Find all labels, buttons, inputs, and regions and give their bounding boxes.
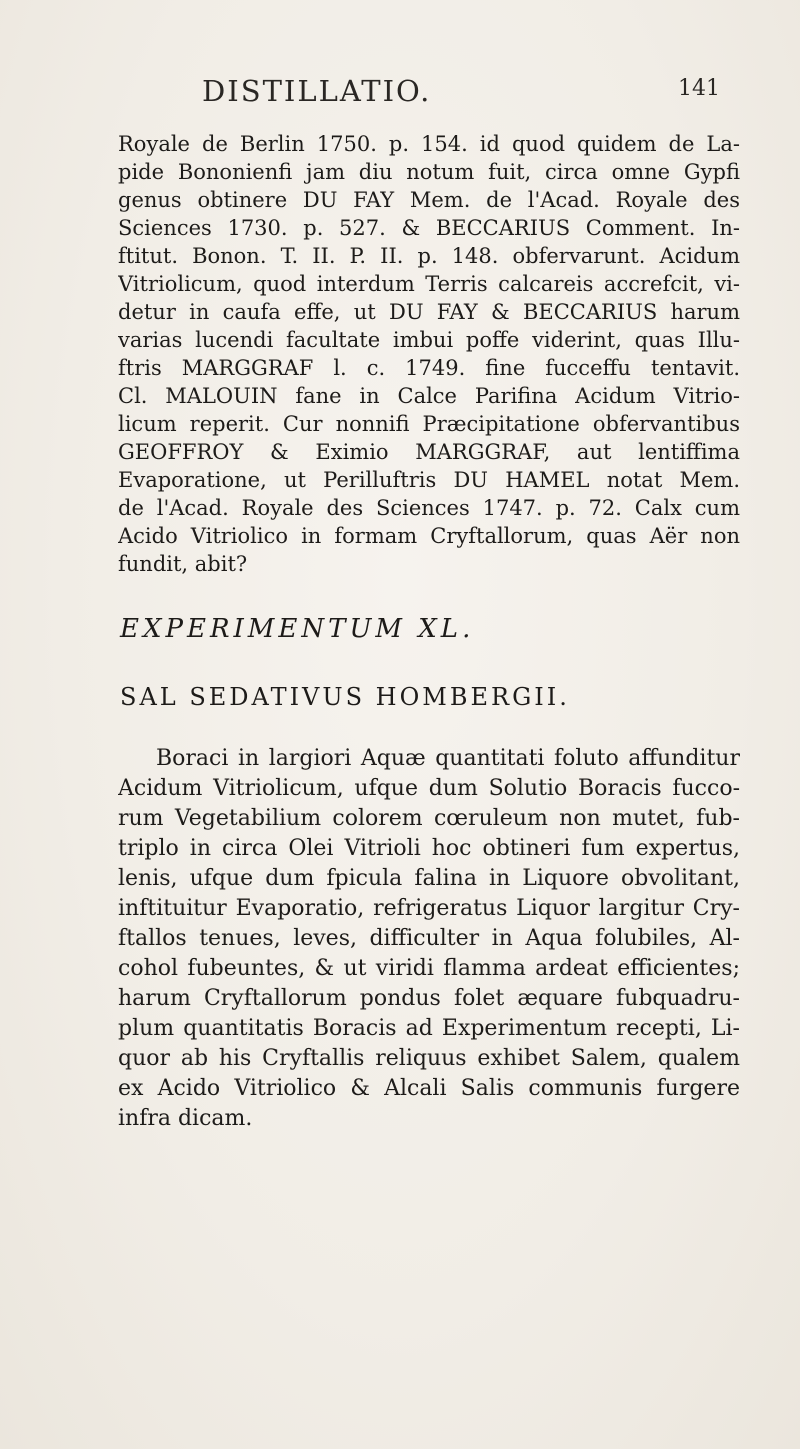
text-line: detur in caufa effe, ut DU FAY & BECCARIUS harum xyxy=(118,300,740,324)
paragraph-1 xyxy=(118,130,740,578)
text-line: triplo in circa Olei Vitrioli hoc obtineri fum expertus, xyxy=(118,836,740,861)
text-line: quor ab his Cryftallis reliquus exhibet Salem, qualem xyxy=(118,1046,740,1071)
text-line: harum Cryftallorum pondus folet æquare fubquadru- xyxy=(118,986,740,1011)
text-line: ftitut. Bonon. T. II. P. II. p. 148. obfervarunt. Acidum xyxy=(118,244,740,268)
text-line: cohol fubeuntes, & ut viridi flamma ardeat efficientes; xyxy=(118,956,740,981)
text-line: Acidum Vitriolicum, ufque dum Solutio Boracis fucco- xyxy=(118,776,740,801)
section-title: SAL SEDATIVUS HOMBERGII. xyxy=(120,683,570,711)
page-body xyxy=(118,130,740,1134)
text-line: genus obtinere DU FAY Mem. de l'Acad. Royale des xyxy=(118,188,740,212)
page-header xyxy=(120,74,720,114)
text-line: inftituitur Evaporatio, refrigeratus Liquor largitur Cry- xyxy=(118,896,740,921)
text-line: infra dicam. xyxy=(118,1106,253,1131)
page-number: 141 xyxy=(678,76,720,101)
text-line: GEOFFROY & Eximio MARGGRAF, aut lentiffima xyxy=(118,440,740,464)
text-line: Vitriolicum, quod interdum Terris calcareis accrefcit, vi- xyxy=(118,272,740,296)
text-line: rum Vegetabilium colorem cœruleum non mutet, fub- xyxy=(118,806,740,831)
text-line: Sciences 1730. p. 527. & BECCARIUS Comment. In- xyxy=(118,216,740,240)
text-line: de l'Acad. Royale des Sciences 1747. p. 72. Calx cum xyxy=(118,496,740,520)
text-line: plum quantitatis Boracis ad Experimentum recepti, Li- xyxy=(118,1016,740,1041)
text-line: fundit, abit? xyxy=(118,552,248,576)
text-line: pide Bononienfi jam diu notum fuit, circa omne Gypfi xyxy=(118,160,740,184)
text-line: licum reperit. Cur nonnifi Præcipitatione obfervantibus xyxy=(118,412,740,436)
text-line: Evaporatione, ut Perilluftris DU HAMEL notat Mem. xyxy=(118,468,740,492)
text-line: Acido Vitriolico in formam Cryftallorum, quas Aër non xyxy=(118,524,740,548)
text-line: ex Acido Vitriolico & Alcali Salis communis furgere xyxy=(118,1076,740,1101)
text-line: ftallos tenues, leves, difficulter in Aqua folubiles, Al- xyxy=(118,926,740,951)
text-line: Cl. MALOUIN fane in Calce Parifina Acidum Vitrio- xyxy=(118,384,740,408)
text-line: lenis, ufque dum fpicula falina in Liquore obvolitant, xyxy=(118,866,740,891)
text-line: Boraci in largiori Aquæ quantitati foluto affunditur xyxy=(156,746,740,771)
experiment-title: EXPERIMENTUM XL. xyxy=(120,614,475,644)
text-line: ftris MARGGRAF l. c. 1749. fine fucceffu tentavit. xyxy=(118,356,740,380)
running-head: DISTILLATIO. xyxy=(202,74,432,108)
text-line: varias lucendi facultate imbui poffe viderint, quas Illu- xyxy=(118,328,740,352)
text-line: Royale de Berlin 1750. p. 154. id quod quidem de La- xyxy=(118,132,740,156)
paragraph-2 xyxy=(118,744,740,1134)
